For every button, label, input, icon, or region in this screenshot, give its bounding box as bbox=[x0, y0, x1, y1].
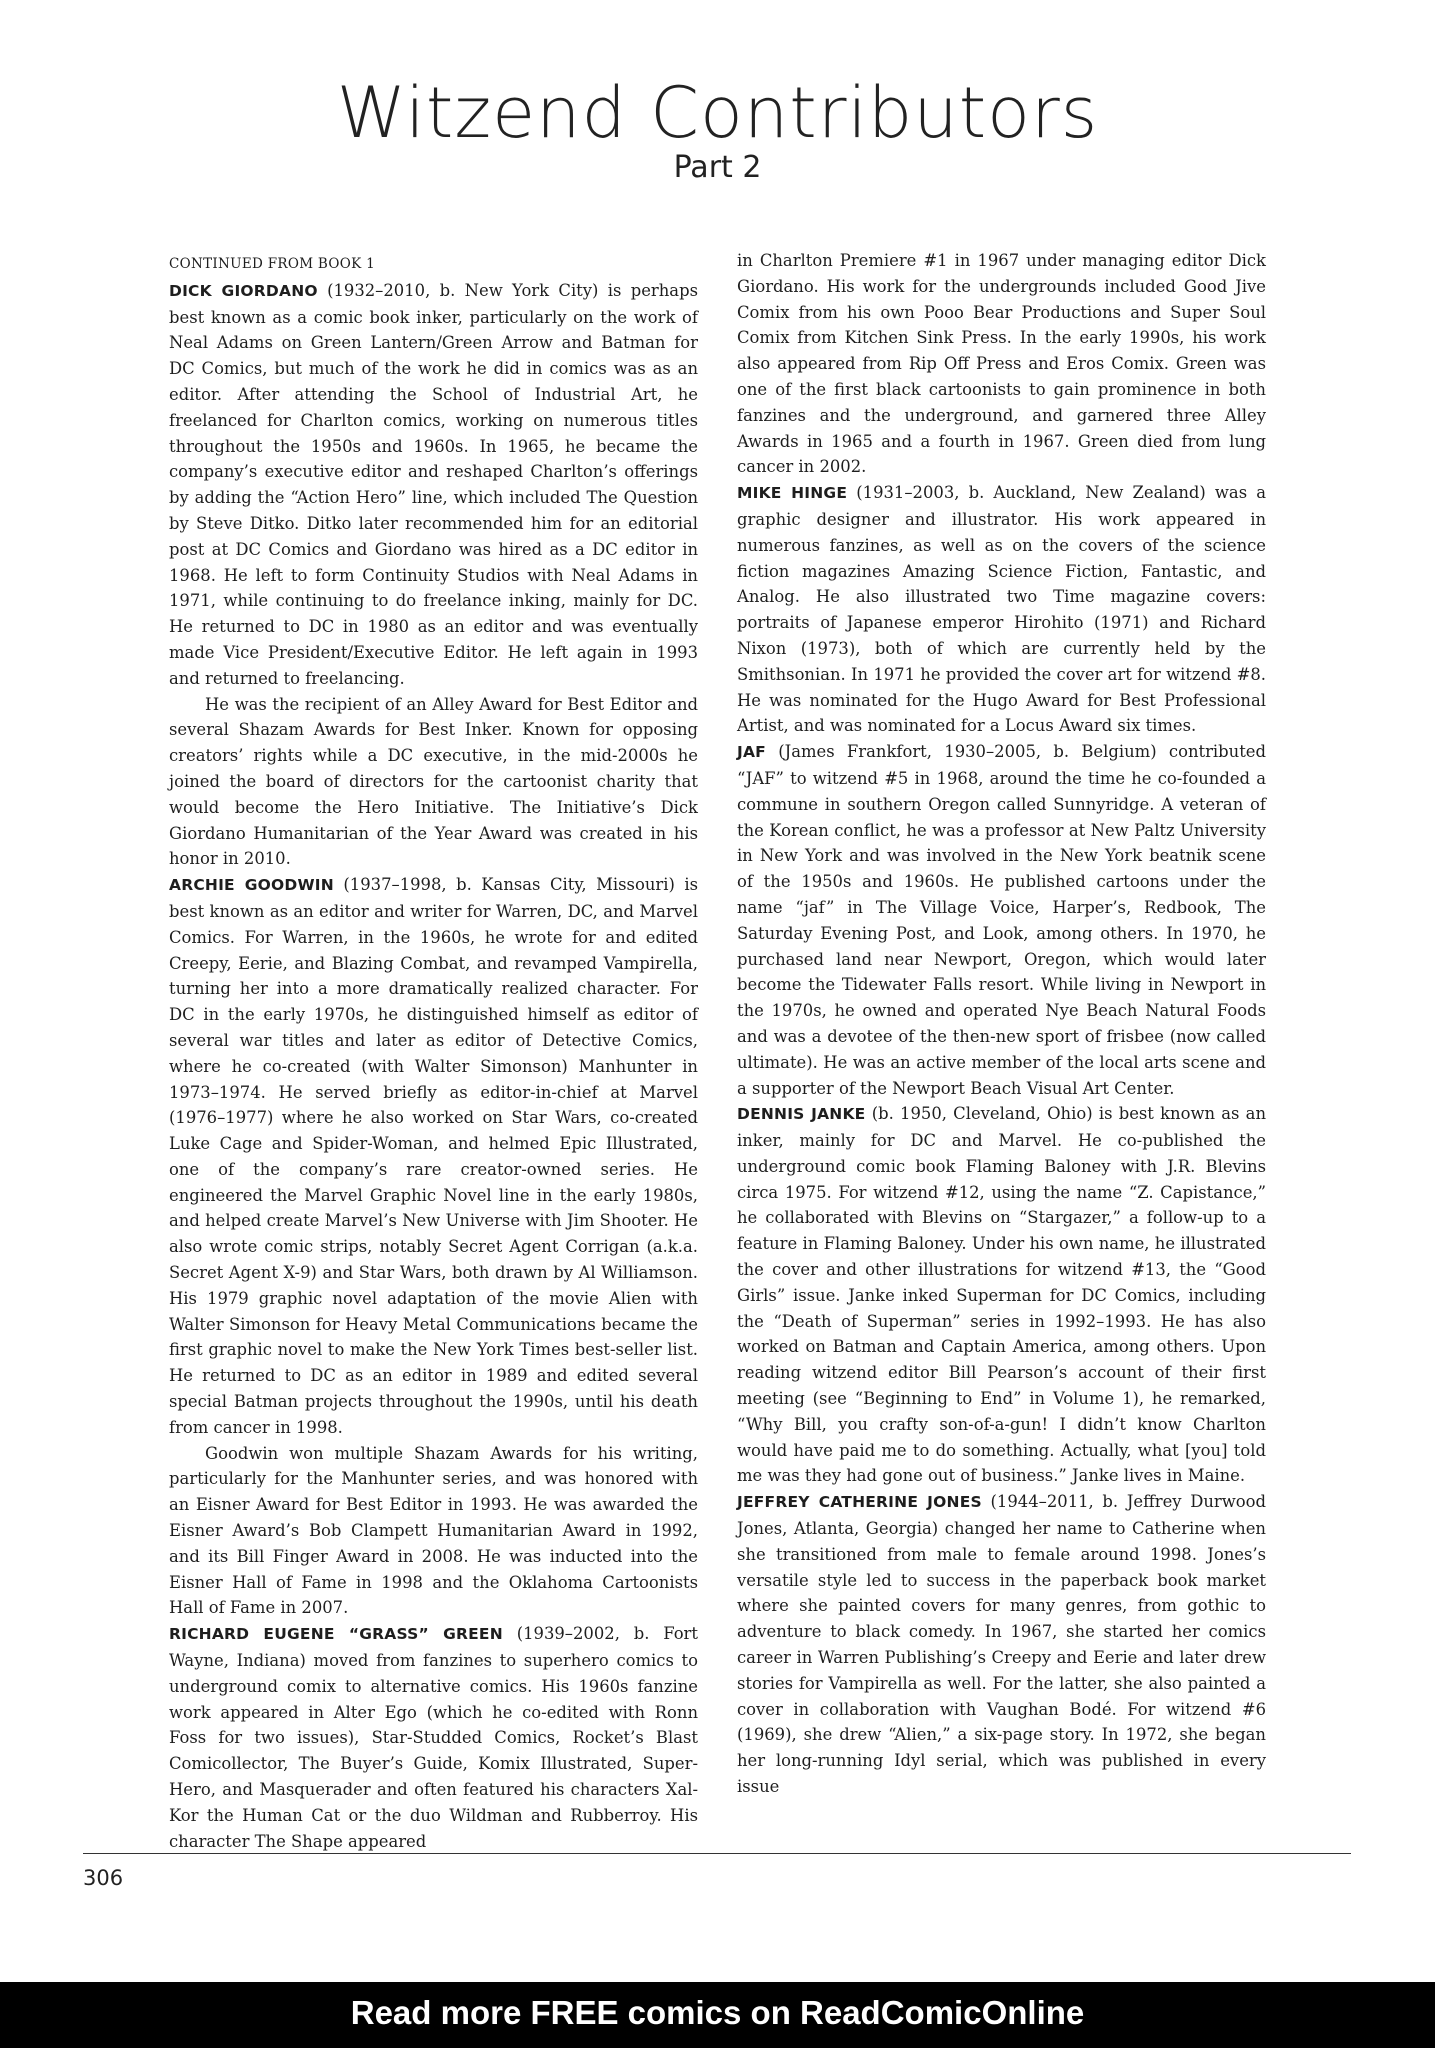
entry-grass-green bbox=[169, 1621, 698, 1854]
entry-text: in Charlton Premiere #1 in 1967 under managing editor Dick Giordano. His work for the undergrounds included Good Jive Comix from his own Pooo Bear Productions and Super Soul Comix from Kitchen Sink Press. In the early 1990s, his work also appeared from Rip Off Press and Eros Comix. Green was one of the first black cartoonists to gain prominence in both fanzines and the underground, and garnered three Alley Awards in 1965 and a fourth in 1967. Green died from lung cancer in 2002. bbox=[737, 251, 1266, 477]
entry-mike-hinge bbox=[737, 480, 1266, 739]
continued-note bbox=[169, 250, 698, 278]
entry-text: (1932–2010, b. New York City) is perhaps best known as a comic book inker, particularly on the work of Neal Adams on Green Lantern/Green Arrow and Batman for DC Comics, but much of the work he did in comics was as an editor. After attending the School of Industrial Art, he freelanced for Charlton comics, working on numerous titles throughout the 1950s and 1960s. In 1965, he became the company’s executive editor and reshaped Charlton’s offerings by adding the “Action Hero” line, which included The Question by Steve Ditko. Ditko later recommended him for an editorial post at DC Comics and Giordano was hired as a DC editor in 1968. He left to form Continuity Studios with Neal Adams in 1971, while continuing to do freelance inking, mainly for DC. He returned to DC in 1980 as an editor and was eventually made Vice President/Executive Editor. He left again in 1993 and returned to freelancing. bbox=[169, 280, 698, 688]
entry-grass-green-cont bbox=[737, 248, 1266, 480]
page-number: 306 bbox=[83, 1866, 124, 1890]
entry-dick-giordano-cont bbox=[169, 692, 698, 873]
entry-dennis-janke bbox=[737, 1101, 1266, 1489]
left-column bbox=[169, 250, 698, 1854]
promo-banner-text[interactable]: Read more FREE comics on ReadComicOnline bbox=[350, 1994, 1085, 2031]
entry-text: (1937–1998, b. Kansas City, Missouri) is best known as an editor and writer for Warren, DC, and Marvel Comics. For Warren, in the 1960s, he wrote for and edited Creepy, Eerie, and Blazing Combat, and revamped Vampirella, turning her into a more dramatically realized character. For DC in the early 1970s, he distinguished himself as editor of several war titles and later as editor of Detective Comics, where he co-created (with Walter Simonson) Manhunter in 1973–1974. He served briefly as editor-in-chief at Marvel (1976–1977) where he also worked on Star Wars, co-created Luke Cage and Spider-Woman, and helmed Epic Illustrated, one of the company’s rare creator-owned series. He engineered the Marvel Graphic Novel line in the early 1980s, and helped create Marvel’s New Universe with Jim Shooter. He also wrote comic strips, notably Secret Agent Corrigan (a.k.a. Secret Agent X-9) and Star Wars, both drawn by Al Williamson. His 1979 graphic novel adaptation of the movie Alien with Walter Simonson for Heavy Metal Communications became the first graphic novel to make the New York Times best-seller list. He returned to DC as an editor in 1989 and edited several special Batman projects throughout the 1990s, until his death from cancer in 1998. bbox=[169, 875, 698, 1437]
entry-name: RICHARD EUGENE “GRASS” GREEN bbox=[169, 1625, 503, 1644]
entry-text: Goodwin won multiple Shazam Awards for his writing, particularly for the Manhunter series, and was honored with an Eisner Award for Best Editor in 1993. He was awarded the Eisner Award’s Bob Clampett Humanitarian Award in 1992, and its Bill Finger Award in 2008. He was inducted into the Eisner Hall of Fame in 1998 and the Oklahoma Cartoonists Hall of Fame in 2007. bbox=[169, 1443, 698, 1618]
entry-name: DICK GIORDANO bbox=[169, 281, 318, 300]
entry-text: (1931–2003, b. Auckland, New Zealand) was a graphic designer and illustrator. His work appeared in numerous fanzines, as well as on the covers of the science fiction magazines Amazing Science Fiction, Fantastic, and Analog. He also illustrated two Time magazine covers: portraits of Japanese emperor Hirohito (1971) and Richard Nixon (1973), both of which are currently held by the Smithsonian. In 1971 he provided the cover art for witzend #8. He was nominated for the Hugo Award for Best Professional Artist, and was nominated for a Locus Award six times. bbox=[737, 483, 1267, 736]
entry-dick-giordano bbox=[169, 278, 698, 692]
entry-jaf bbox=[737, 739, 1266, 1101]
right-column bbox=[737, 248, 1266, 1800]
entry-text: (James Frankfort, 1930–2005, b. Belgium) contributed “JAF” to witzend #5 in 1968, around the time he co-founded a commune in southern Oregon called Sunnyridge. A veteran of the Korean conflict, he was a professor at New Paltz University in New York and was involved in the New York beatnik scene of the 1950s and 1960s. He published cartoons under the name “jaf” in The Village Voice, Harper’s, Redbook, The Saturday Evening Post, and Look, among others. In 1970, he purchased land near Newport, Oregon, which would later become the Tidewater Falls resort. While living in Newport in the 1970s, he owned and operated Nye Beach Natural Foods and was a devotee of the then-new sport of frisbee (now called ultimate). He was an active member of the local arts scene and a supporter of the Newport Beach Visual Art Center. bbox=[737, 742, 1266, 1098]
entry-name: JEFFREY CATHERINE JONES bbox=[737, 1493, 982, 1512]
promo-banner[interactable] bbox=[0, 1982, 1435, 2048]
entry-text: (1944–2011, b. Jeffrey Durwood Jones, Atlanta, Georgia) changed her name to Catherine when she transitioned from male to female around 1998. Jones’s versatile style led to success in the paperback book market where she painted covers for many genres, from gothic to adventure to black comedy. In 1967, she started her comics career in Warren Publishing’s Creepy and Eerie and later drew stories for Vampirella as well. For the latter, she also painted a cover in collaboration with Vaughan Bodé. For witzend #6 (1969), she drew “Alien,” a six-page story. In 1972, she began her long-running Idyl serial, which was published in every issue bbox=[737, 1492, 1266, 1797]
entry-archie-goodwin bbox=[169, 872, 698, 1441]
footer-rule bbox=[83, 1853, 1351, 1854]
entry-name: DENNIS JANKE bbox=[737, 1105, 866, 1124]
entry-name: ARCHIE GOODWIN bbox=[169, 876, 334, 895]
entry-text: (1939–2002, b. Fort Wayne, Indiana) moved from fanzines to superhero comics to underground comix to alternative comics. His 1960s fanzine work appeared in Alter Ego (which he co-edited with Ronn Foss for two issues), Star-Studded Comics, Rocket’s Blast Comicollector, The Buyer’s Guide, Komix Illustrated, Super-Hero, and Masquerader and often featured his characters Xal-Kor the Human Cat or the duo Wildman and Rubberroy. His character The Shape appeared bbox=[169, 1624, 698, 1851]
continued-label: CONTINUED FROM BOOK 1 bbox=[169, 256, 375, 272]
entry-text: He was the recipient of an Alley Award for Best Editor and several Shazam Awards for Best Inker. Known for opposing creators’ rights while a DC executive, in the mid-2000s he joined the board of directors for the cartoonist charity that would become the Hero Initiative. The Initiative’s Dick Giordano Humanitarian of the Year Award was created in his honor in 2010. bbox=[169, 694, 698, 869]
page-title: Witzend Contributors bbox=[336, 72, 1099, 154]
entry-jeffrey-catherine-jones bbox=[737, 1489, 1266, 1800]
entry-name: MIKE HINGE bbox=[737, 484, 848, 503]
entry-text: (b. 1950, Cleveland, Ohio) is best known as an inker, mainly for DC and Marvel. He co-published the underground comic book Flaming Baloney with J.R. Blevins circa 1975. For witzend #12, using the name “Z. Capistance,” he collaborated with Blevins on “Stargazer,” a follow-up to a feature in Flaming Baloney. Under his own name, he illustrated the cover and other illustrations for witzend #13, the “Good Girls” issue. Janke inked Superman for DC Comics, including the “Death of Superman” series in 1992–1993. He has also worked on Batman and Captain America, among others. Upon reading witzend editor Bill Pearson’s account of their first meeting (see “Beginning to End” in Volume 1), he remarked, “Why Bill, you crafty son-of-a-gun! I didn’t know Charlton would have paid me to do something. Actually, what [you] told me was they had gone out of business.” Janke lives in Maine. bbox=[737, 1104, 1267, 1486]
entry-archie-goodwin-cont bbox=[169, 1441, 698, 1622]
page-subtitle: Part 2 bbox=[673, 150, 762, 185]
entry-name: JAF bbox=[737, 743, 766, 762]
